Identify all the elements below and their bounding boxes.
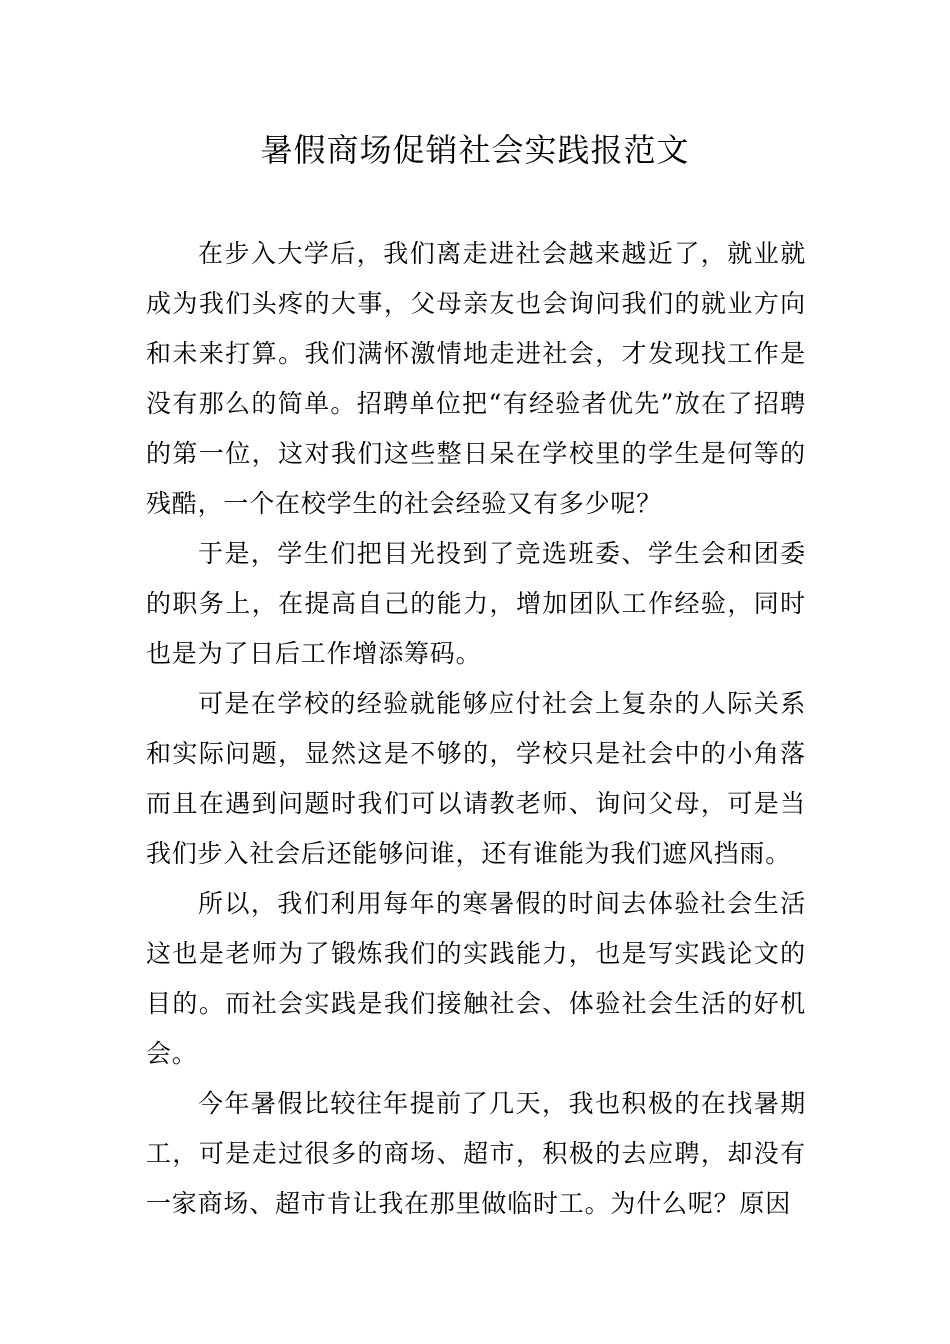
paragraph-1: 在步入大学后，我们离走进社会越来越近了，就业就成为我们头疼的大事，父母亲友也会询问我们的就业方向和未来打算。我们满怀激情地走进社会，才发现找工作是没有那么的简单。招聘单位把“有经验者优先”放在了招聘的第一位，这对我们这些整日呆在学校里的学生是何等的残酷，一个在校学生的社会经验又有多少呢？: [146, 239, 806, 518]
paragraph-3: 可是在学校的经验就能够应付社会上复杂的人际关系和实际问题，显然这是不够的，学校只是社会中的小角落而且在遇到问题时我们可以请教老师、询问父母，可是当我们步入社会后还能够问谁，还有谁能为我们遮风挡雨。: [146, 689, 806, 868]
document-body: [146, 229, 806, 1229]
paragraph-2: 于是，学生们把目光投到了竞选班委、学生会和团委的职务上，在提高自己的能力，增加团队工作经验，同时也是为了日后工作增添筹码。: [146, 539, 806, 668]
paragraph-5: 今年暑假比较往年提前了几天，我也积极的在找暑期工，可是走过很多的商场、超市，积极的去应聘，却没有一家商场、超市肯让我在那里做临时工。为什么呢？原因: [146, 1089, 806, 1218]
document-title: 暑假商场促销社会实践报范文: [260, 131, 690, 169]
paragraph-4: 所以，我们利用每年的寒暑假的时间去体验社会生活这也是老师为了锻炼我们的实践能力，也是写实践论文的目的。而社会实践是我们接触社会、体验社会生活的好机会。: [146, 889, 806, 1068]
